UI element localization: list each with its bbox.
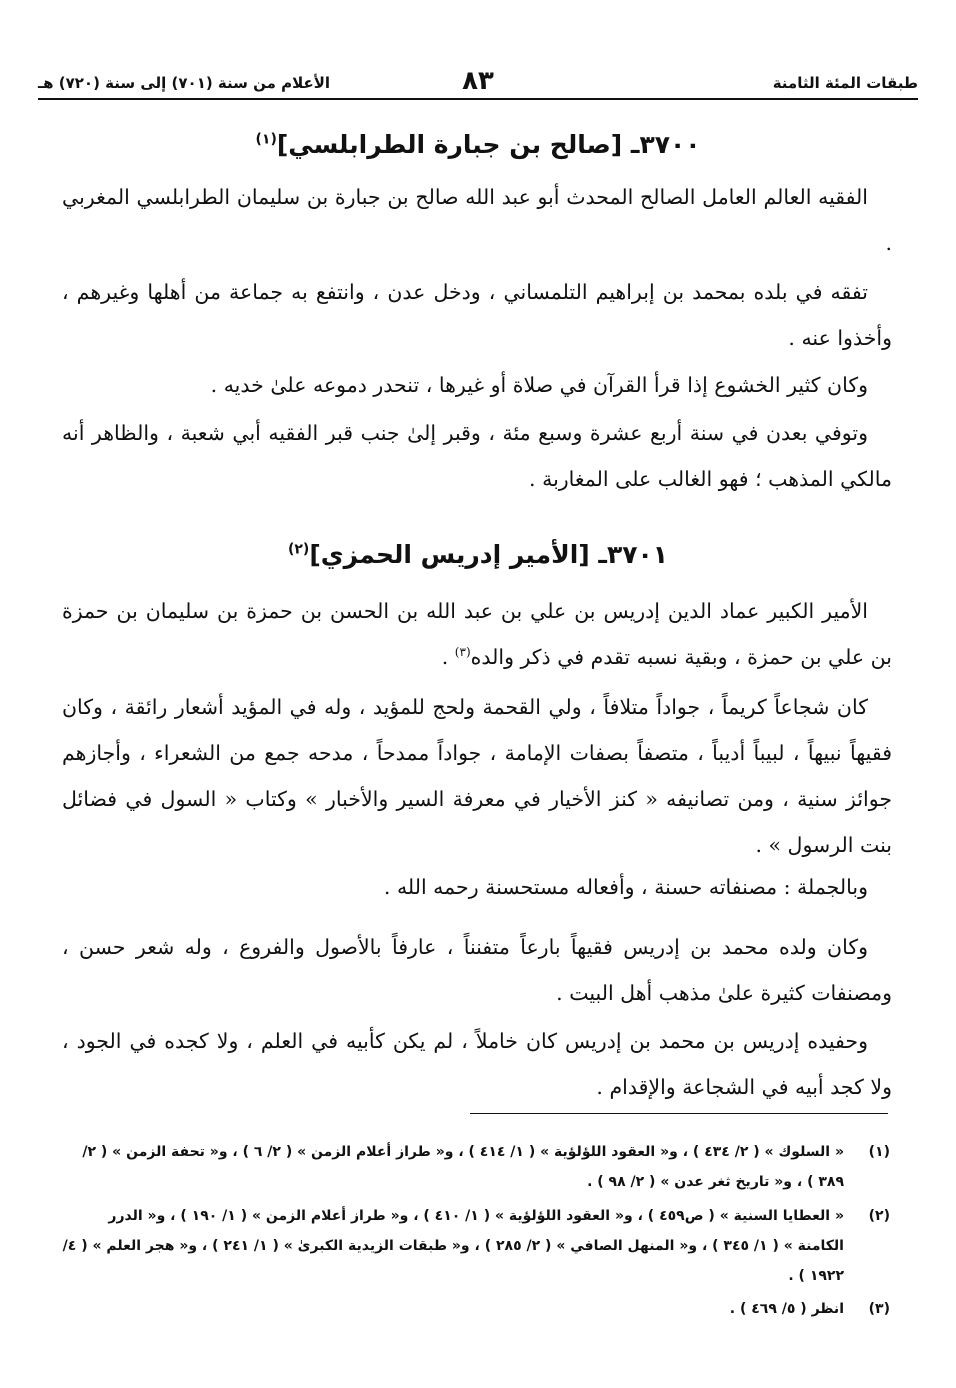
entry-title (60, 540, 896, 569)
paragraph: الفقيه العالم العامل الصالح المحدث أبو عبد الله صالح بن جبارة بن سليمان الطرابلسي المغربي . (62, 185, 892, 255)
page-number: ٨٣ (462, 66, 494, 96)
header-section-title: طبقات المئة الثامنة (772, 74, 918, 92)
footnote-number: (١) (868, 1144, 890, 1160)
entry-title (60, 130, 896, 159)
paragraph-end: . (441, 645, 455, 669)
paragraph-text: الأمير الكبير عماد الدين إدريس بن علي بن عبد الله بن الحسن بن حمزة بن سليمان بن حمزة بن علي بن حمزة ، وبقية نسبه تقدم في ذكر والده (62, 599, 892, 669)
paragraph: وتوفي بعدن في سنة أربع عشرة وسبع مئة ، وقبر إلىٰ جنب قبر الفقيه أبي شعبة ، والظاهر أنه مالكي المذهب ؛ فهو الغالب على المغاربة . (62, 421, 892, 491)
header-range-title: الأعلام من سنة (٧٠١) إلى سنة (٧٢٠) هـ (38, 74, 331, 92)
footnote (62, 1137, 890, 1197)
paragraph: وكان ولده محمد بن إدريس فقيهاً بارعاً متفنناً ، عارفاً بالأصول والفروع ، وله شعر حسن ، ومصنفات كثيرة علىٰ مذهب أهل البيت . (62, 935, 892, 1005)
paragraph: كان شجاعاً كريماً ، جواداً متلافاً ، ولي القحمة ولحج للمؤيد ، وله في المؤيد أشعار رائقة ، وكان فقيهاً نبيهاً ، لبيباً أديباً ، متصفاً بصفات الإمامة ، جواداً ممدحاً ، مدحه جمع من الشعراء ، وأجازهم جوائز سنية ، ومن تصانيفه « كنز الأخيار في معرفة السير والأخبار » وكتاب « السول في فضائل بنت الرسول » . (62, 695, 892, 857)
entry-title-text: ٣٧٠٠ـ [صالح بن جبارة الطرابلسي] (276, 130, 701, 159)
footnote-ref: (١) (255, 131, 277, 148)
paragraph: وبالجملة : مصنفاته حسنة ، وأفعاله مستحسنة رحمه الله . (383, 875, 868, 899)
paragraph: وكان كثير الخشوع إذا قرأ القرآن في صلاة أو غيرها ، تنحدر دموعه علىٰ خديه . (210, 373, 868, 397)
footnote-text: « السلوك » ( ٢/ ٤٣٤ ) ، و« العقود اللؤلؤية » ( ١/ ٤١٤ ) ، و« طراز أعلام الزمن » ( ٢/ ٦ ) ، و« تحفة الزمن » ( ٢/ ٣٨٩ ) ، و« تاريخ ثغر عدن » ( ٢/ ٩٨ ) . (82, 1144, 844, 1190)
entry-title-text: ٣٧٠١ـ [الأمير إدريس الحمزي] (309, 540, 669, 569)
paragraph: وحفيده إدريس بن محمد بن إدريس كان خاملاً ، لم يكن كأبيه في العلم ، ولا كجده في الجود ، ولا كجد أبيه في الشجاعة والإقدام . (62, 1029, 892, 1099)
footnote-ref: (٢) (287, 541, 310, 558)
footnote (62, 1294, 890, 1324)
footnote (62, 1201, 890, 1291)
paragraph (62, 588, 892, 680)
header-rule (38, 98, 918, 100)
running-header (38, 66, 918, 98)
footnote-text: « العطايا السنية » ( ص٤٥٩ ) ، و« العقود اللؤلؤية » ( ١/ ٤١٠ ) ، و« طراز أعلام الزمن » ( ١/ ١٩٠ ) ، و« الدرر الكامنة » ( ١/ ٣٤٥ ) ، و« المنهل الصافي » ( ٢/ ٢٨٥ ) ، و« طبقات الزيدية الكبرىٰ » ( ١/ ٢٤١ ) ، و« هجر العلم » ( ٤/ ١٩٢٢ ) . (62, 1208, 844, 1284)
footnote-ref: (٣) (454, 645, 471, 660)
footnote-number: (٣) (868, 1301, 890, 1317)
footnote-separator (470, 1113, 888, 1114)
paragraph: تفقه في بلده بمحمد بن إبراهيم التلمساني ، ودخل عدن ، وانتفع به جماعة من أهلها وغيرهم ، وأخذوا عنه . (62, 280, 892, 350)
footnote-number: (٢) (868, 1208, 890, 1224)
footnote-text: انظر ( ٥/ ٤٦٩ ) . (729, 1301, 844, 1317)
